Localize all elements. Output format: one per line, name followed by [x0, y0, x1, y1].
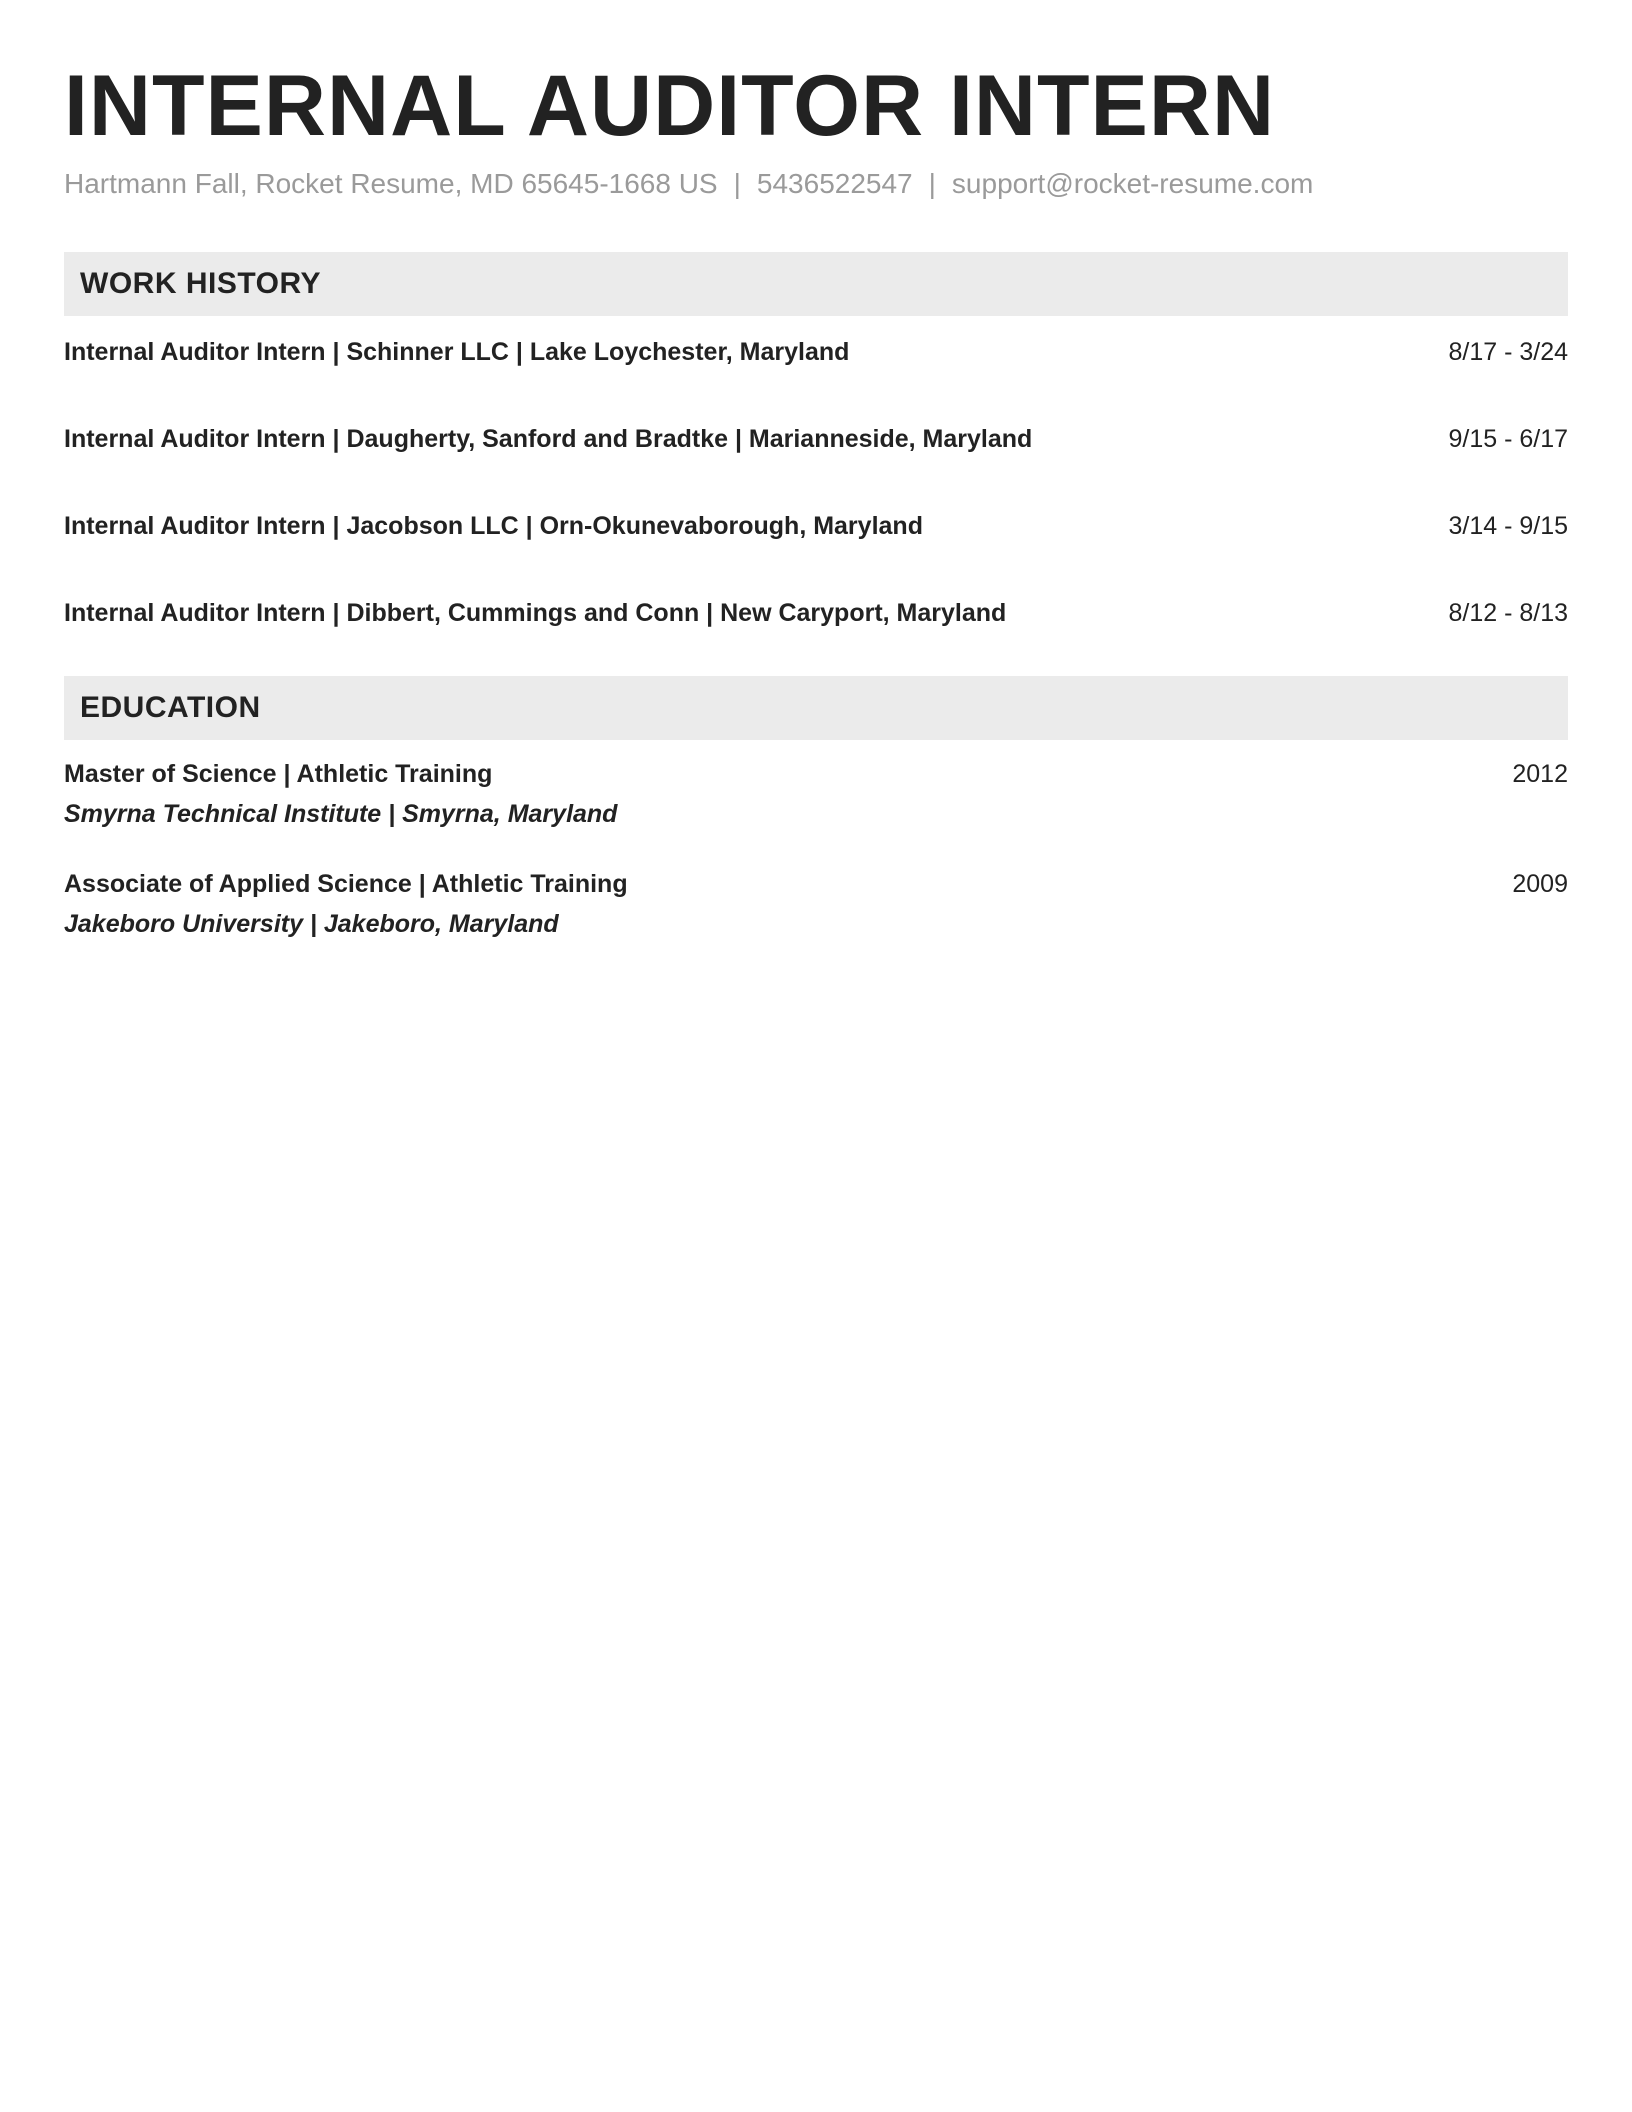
contact-line: [64, 166, 1568, 202]
job-dates: 8/17 - 3/24: [1448, 338, 1568, 366]
work-history-list: [64, 330, 1568, 678]
job-dates: 8/12 - 8/13: [1448, 599, 1568, 627]
job-entry: [64, 504, 1568, 591]
education-degree: Master of Science | Athletic Training: [64, 760, 493, 788]
education-entry: [64, 754, 1568, 834]
work-history-heading: WORK HISTORY: [64, 252, 1568, 316]
education-entry: [64, 864, 1568, 944]
resume-page: [64, 58, 1568, 974]
job-title: Internal Auditor Intern | Schinner LLC | Lake Loychester, Maryland: [64, 338, 850, 366]
contact-separator: |: [928, 168, 936, 199]
resume-title: INTERNAL AUDITOR INTERN: [64, 58, 1276, 154]
job-entry: [64, 417, 1568, 504]
education-heading: EDUCATION: [64, 676, 1568, 740]
job-entry: [64, 330, 1568, 417]
education-school: Jakeboro University | Jakeboro, Maryland: [64, 910, 559, 938]
education-degree: Associate of Applied Science | Athletic Training: [64, 870, 628, 898]
education-list: [64, 754, 1568, 944]
job-title: Internal Auditor Intern | Daugherty, Sanford and Bradtke | Marianneside, Maryland: [64, 425, 1033, 453]
job-title: Internal Auditor Intern | Dibbert, Cummings and Conn | New Caryport, Maryland: [64, 599, 1007, 627]
contact-phone: 5436522547: [756, 168, 913, 199]
job-dates: 3/14 - 9/15: [1448, 512, 1568, 540]
contact-separator: |: [733, 168, 741, 199]
contact-address: Hartmann Fall, Rocket Resume, MD 65645-1668 US: [64, 168, 718, 199]
job-dates: 9/15 - 6/17: [1448, 425, 1568, 453]
education-year: 2012: [1512, 760, 1568, 788]
education-year: 2009: [1512, 870, 1568, 898]
job-entry: [64, 591, 1568, 678]
education-school: Smyrna Technical Institute | Smyrna, Maryland: [64, 800, 618, 828]
contact-email: support@rocket-resume.com: [951, 168, 1314, 199]
job-title: Internal Auditor Intern | Jacobson LLC | Orn-Okunevaborough, Maryland: [64, 512, 923, 540]
